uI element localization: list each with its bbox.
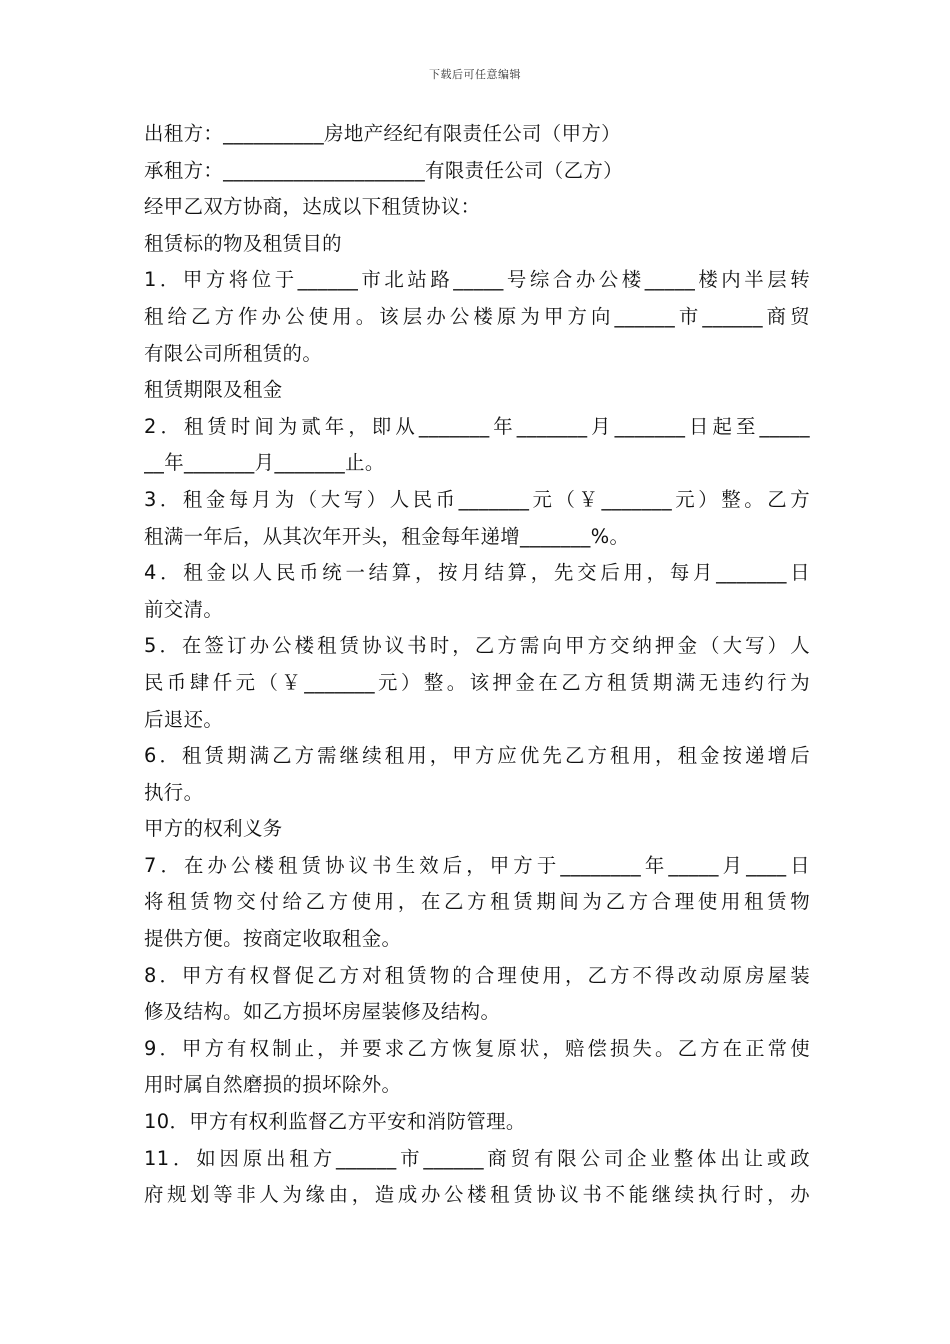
text-line: 府规划等非人为缘由，造成办公楼租赁协议书不能继续执行时，办 (144, 1183, 810, 1207)
text-line: 执行。 (144, 780, 204, 804)
text-line: 民币肆仟元（￥_______元）整。该押金在乙方租赁期满无违约行为 (144, 670, 810, 694)
document-body (144, 116, 810, 1214)
header-note: 下载后可任意编辑 (429, 68, 521, 81)
text-line: 2．租赁时间为贰年，即从_______年_______月_______日起至_____ (144, 414, 810, 438)
section-heading: 租赁标的物及租赁目的 (144, 231, 342, 255)
text-line: 前交清。 (144, 597, 224, 621)
text-line: 出租方：__________房地产经纪有限责任公司（甲方） (144, 122, 621, 145)
text-line: 3．租金每月为（大写）人民币_______元（￥_______元）整。乙方 (144, 487, 810, 511)
text-line: 提供方便。按商定收取租金。 (144, 927, 402, 951)
text-line: 11．如因原出租方______市______商贸有限公司企业整体出让或政 (144, 1146, 810, 1170)
text-line: 将租赁物交付给乙方使用，在乙方租赁期间为乙方合理使用租赁物 (144, 890, 810, 914)
text-line: 租满一年后，从其次年开头，租金每年递增_______%。 (144, 524, 630, 548)
text-line: 9．甲方有权制止，并要求乙方恢复原状，赔偿损失。乙方在正常使 (144, 1036, 810, 1060)
text-line: 7．在办公楼租赁协议书生效后，甲方于________年_____月____日 (144, 853, 810, 877)
text-line: 经甲乙双方协商，达成以下租赁协议： (144, 195, 481, 219)
text-line: 租给乙方作办公使用。该层办公楼原为甲方向______市______商贸 (144, 304, 810, 328)
section-heading: 甲方的权利义务 (144, 817, 283, 841)
text-line: 后退还。 (144, 707, 224, 731)
text-line: 1．甲方将位于______市北站路_____号综合办公楼_____楼内半层转 (144, 268, 810, 292)
text-line: 4．租金以人民币统一结算，按月结算，先交后用，每月_______日 (144, 561, 810, 585)
text-line: 用时属自然磨损的损坏除外。 (144, 1073, 402, 1097)
text-line: 承租方：____________________有限责任公司（乙方） (144, 158, 623, 182)
text-line: 8．甲方有权督促乙方对租赁物的合理使用，乙方不得改动原房屋装 (144, 963, 810, 987)
text-line: 10．甲方有权利监督乙方平安和消防管理。 (144, 1110, 526, 1134)
text-line: __年_______月_______止。 (144, 451, 385, 475)
text-line: 5．在签订办公楼租赁协议书时，乙方需向甲方交纳押金（大写）人 (144, 634, 810, 658)
text-line: 修及结构。如乙方损坏房屋装修及结构。 (144, 1000, 501, 1024)
text-line: 有限公司所租赁的。 (144, 341, 323, 365)
section-heading: 租赁期限及租金 (144, 378, 283, 402)
text-line: 6．租赁期满乙方需继续租用，甲方应优先乙方租用，租金按递增后 (144, 744, 810, 768)
